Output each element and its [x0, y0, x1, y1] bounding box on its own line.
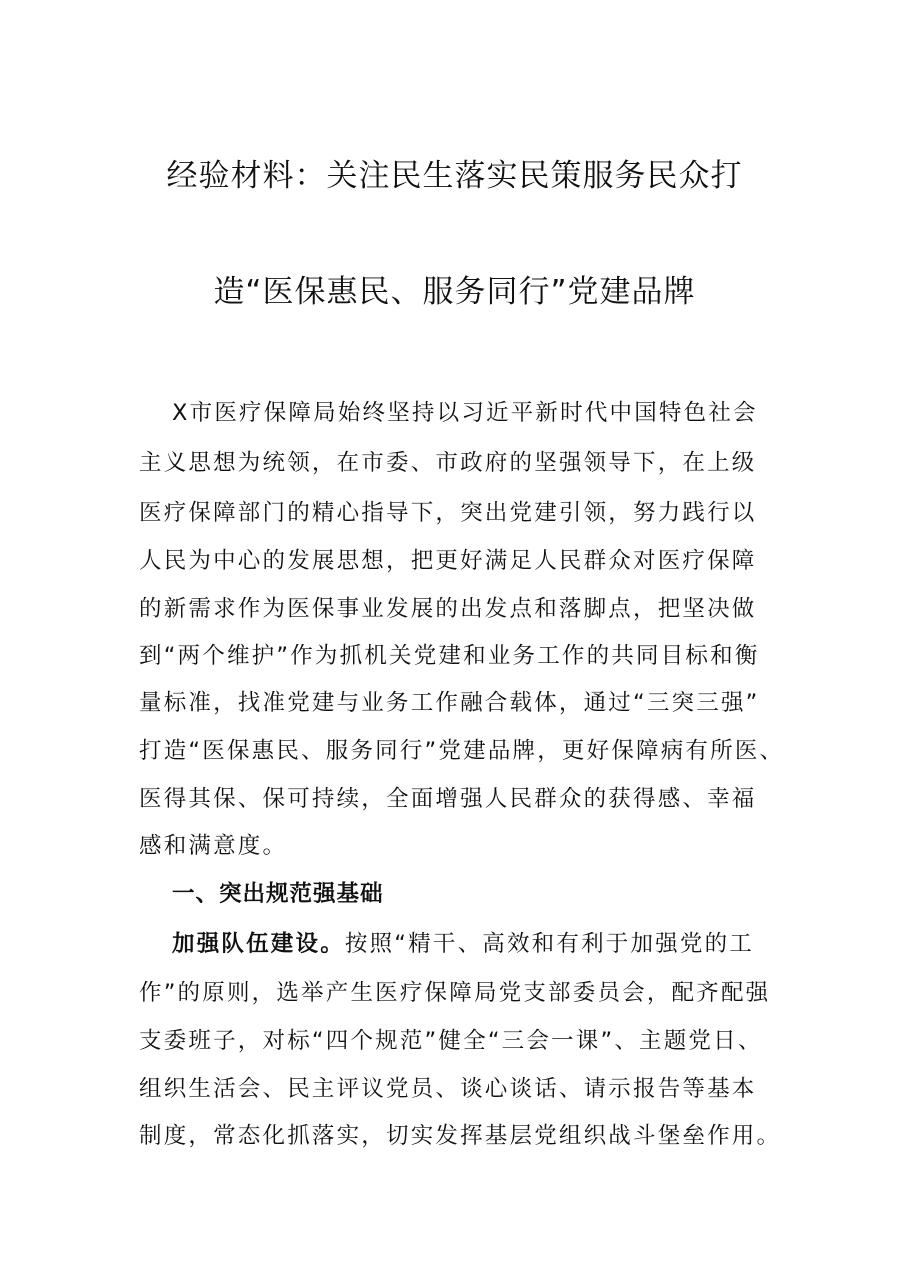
section-paragraph-first-line — [172, 926, 754, 958]
section-paragraph-line: 支委班子，对标“四个规范”健全“三会一课”、主题党日、 — [139, 1028, 763, 1054]
document-title-line-2: 造“医保惠民、服务同行”党建品牌 — [213, 274, 696, 310]
intro-paragraph-line: 人民为中心的发展思想，把更好满足人民群众对医疗保障 — [139, 548, 757, 574]
paragraph-text: 按照“精干、高效和有利于加强党的工 — [344, 931, 754, 957]
intro-paragraph-line: 感和满意度。 — [139, 833, 288, 859]
section-heading: 一、突出规范强基础 — [172, 881, 384, 907]
intro-paragraph-line: 量标准，找准党建与业务工作融合载体，通过“三突三强” — [139, 690, 760, 716]
intro-paragraph-line: X市医疗保障局始终坚持以习近平新时代中国特色社会 — [172, 400, 758, 426]
intro-paragraph-line: 医疗保障部门的精心指导下，突出党建引领，努力践行以 — [139, 500, 757, 526]
intro-paragraph-line: 打造“医保惠民、服务同行”党建品牌，更好保障病有所医、 — [139, 738, 785, 764]
intro-paragraph-line: 主义思想为统领，在市委、市政府的坚强领导下，在上级 — [139, 450, 757, 476]
section-paragraph-line: 作”的原则，选举产生医疗保障局党支部委员会，配齐配强 — [139, 980, 771, 1006]
document-title-line-1: 经验材料：关注民生落实民策服务民众打 — [166, 158, 743, 194]
intro-paragraph-line: 的新需求作为医保事业发展的出发点和落脚点，把坚决做 — [139, 596, 757, 622]
paragraph-lead-phrase: 加强队伍建设。 — [172, 931, 345, 957]
intro-paragraph-line: 到“两个维护”作为抓机关党建和业务工作的共同目标和衡 — [139, 643, 760, 669]
section-paragraph-line: 组织生活会、民主评议党员、谈心谈话、请示报告等基本 — [139, 1076, 757, 1102]
intro-paragraph-line: 医得其保、保可持续，全面增强人民群众的获得感、幸福 — [139, 786, 757, 812]
section-paragraph-line: 制度，常态化抓落实，切实发挥基层党组织战斗堡垒作用。 — [139, 1123, 782, 1149]
